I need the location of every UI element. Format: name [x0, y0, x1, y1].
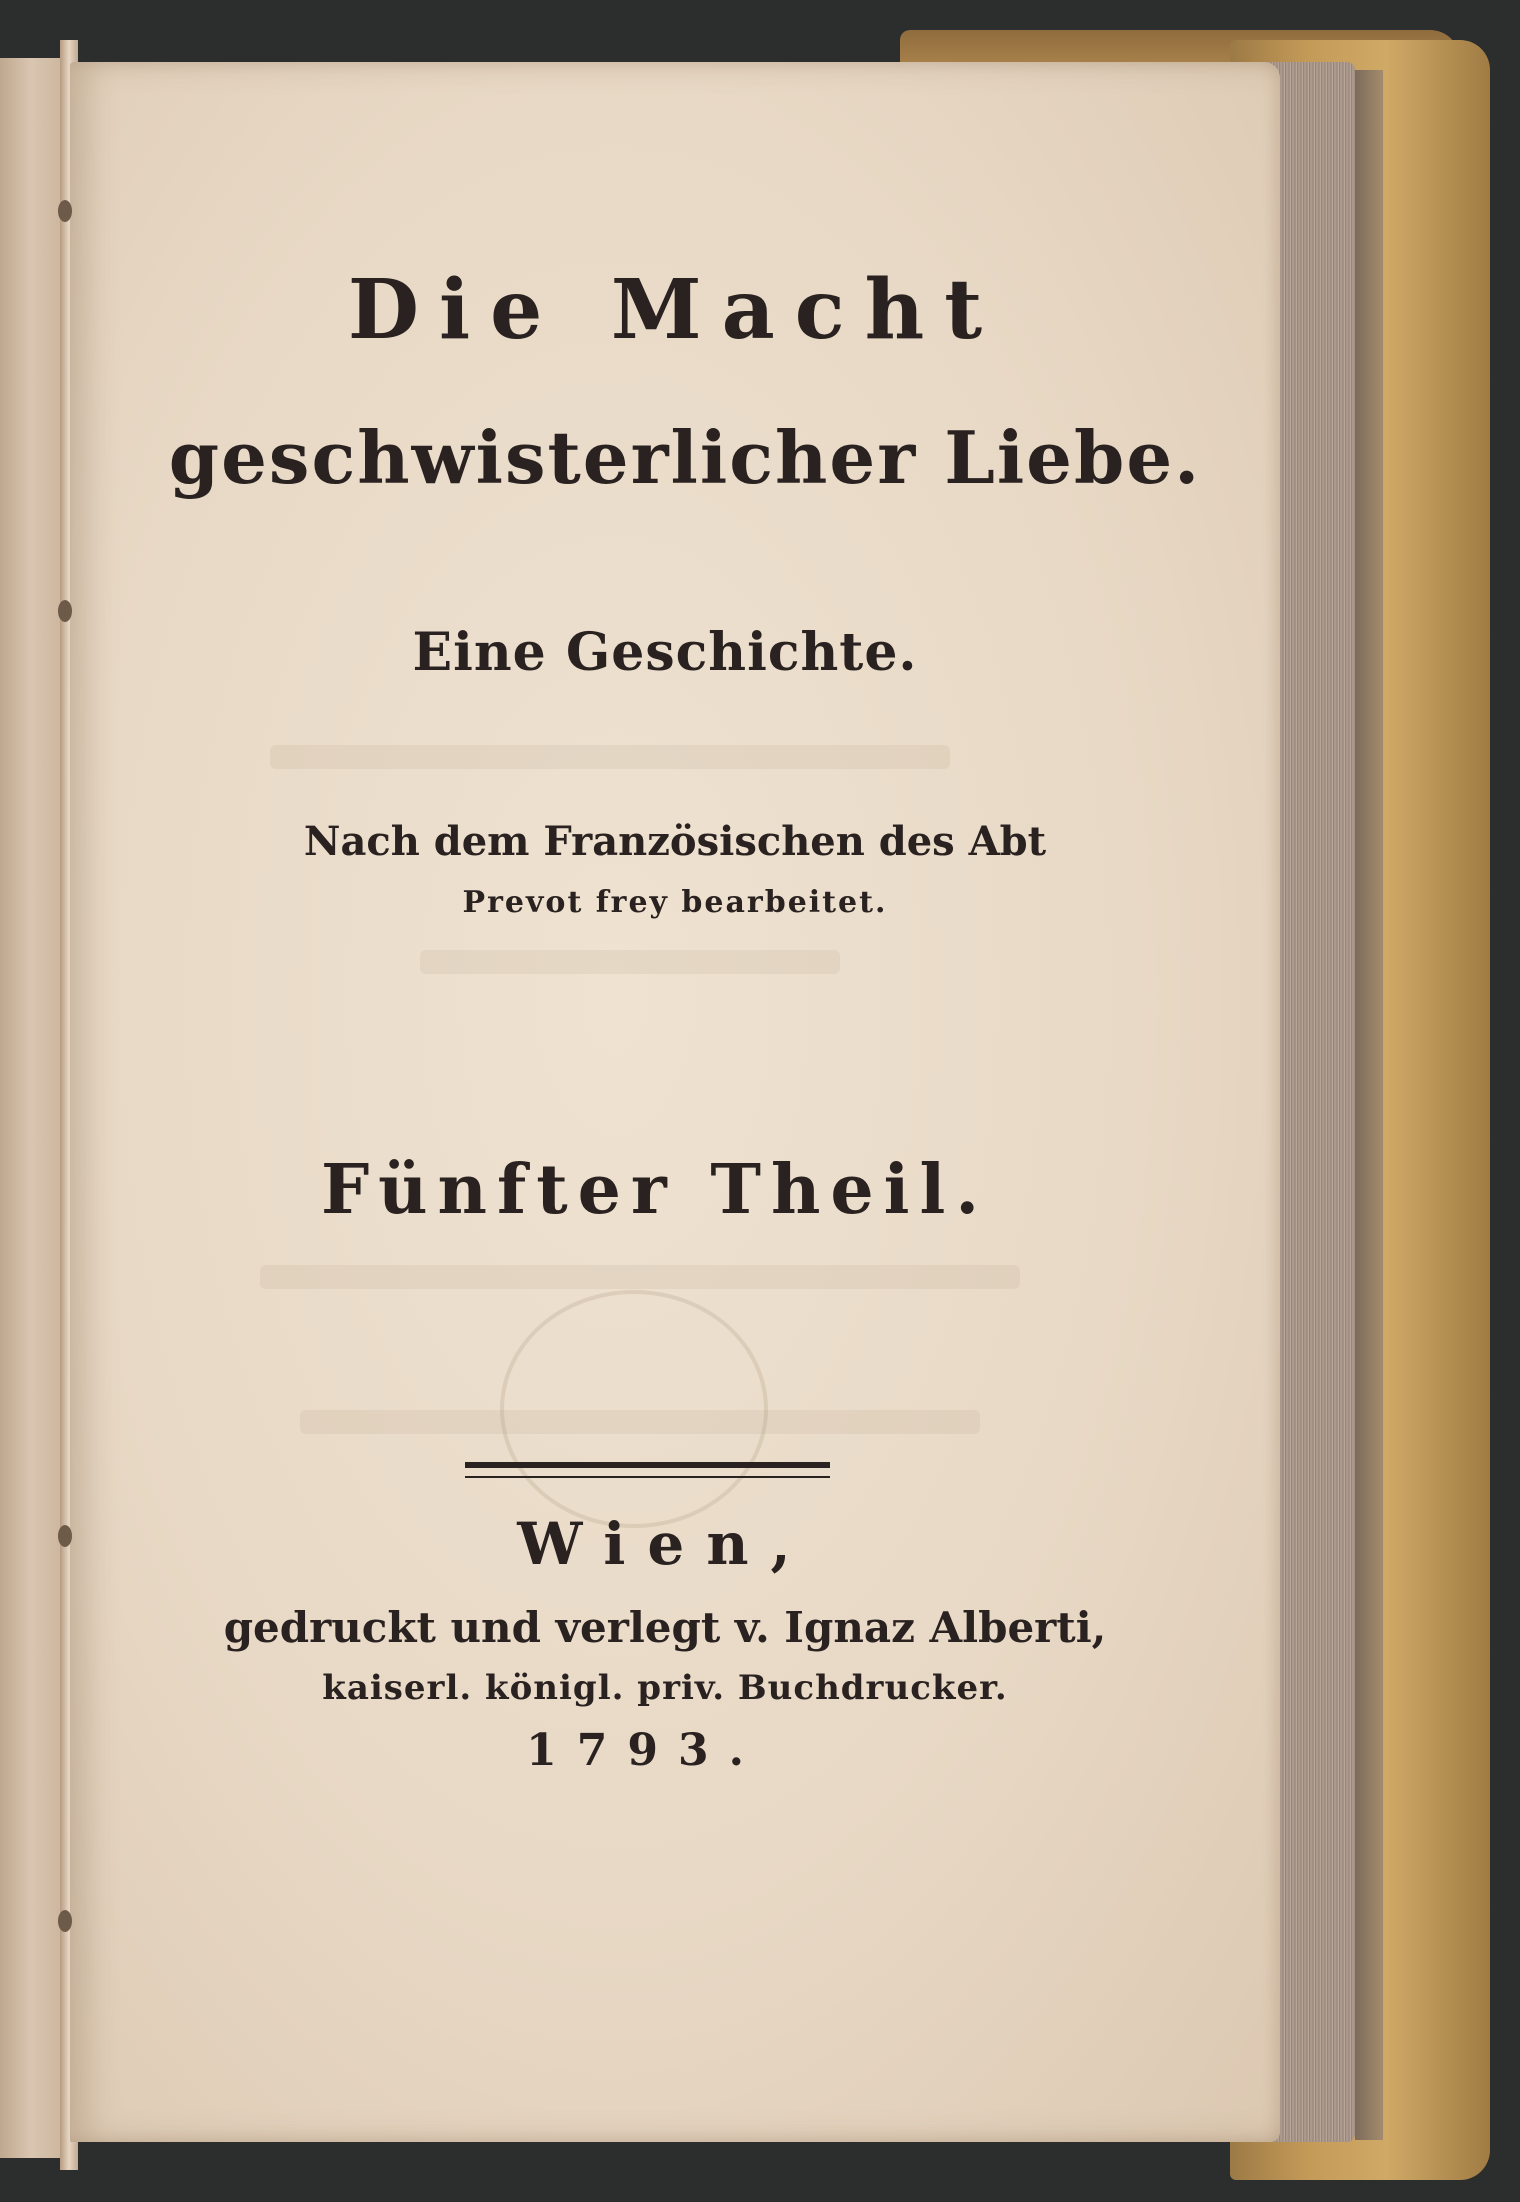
imprint-printer: gedruckt und verlegt v. Ignaz Alberti,	[223, 1603, 1107, 1652]
attribution-line-2: Prevot frey bearbeitet.	[462, 885, 888, 920]
title-line-2: geschwisterlicher Liebe.	[168, 415, 1202, 500]
imprint-printer-title: kaiserl. königl. priv. Buchdrucker.	[322, 1668, 1008, 1708]
show-through-line	[300, 1410, 980, 1434]
binding-stitch	[58, 600, 72, 622]
title-page	[70, 62, 1280, 2142]
attribution-line-1: Nach dem Französischen des Abt	[303, 818, 1047, 865]
page-block-shade	[1355, 70, 1383, 2140]
show-through-line	[260, 1265, 1020, 1289]
show-through-vignette	[500, 1290, 768, 1528]
show-through-line	[270, 745, 950, 769]
binding-stitch	[58, 1910, 72, 1932]
show-through-line	[420, 950, 840, 974]
imprint-rule	[465, 1462, 830, 1468]
imprint-year: 1793.	[526, 1725, 764, 1776]
imprint-rule-thin	[465, 1476, 830, 1478]
subtitle: Eine Geschichte.	[412, 622, 918, 683]
imprint-city: Wien,	[517, 1510, 813, 1578]
title-line-1: Die Macht	[347, 262, 1003, 358]
binding-stitch	[58, 200, 72, 222]
volume-part: Fünfter Theil.	[320, 1150, 990, 1230]
